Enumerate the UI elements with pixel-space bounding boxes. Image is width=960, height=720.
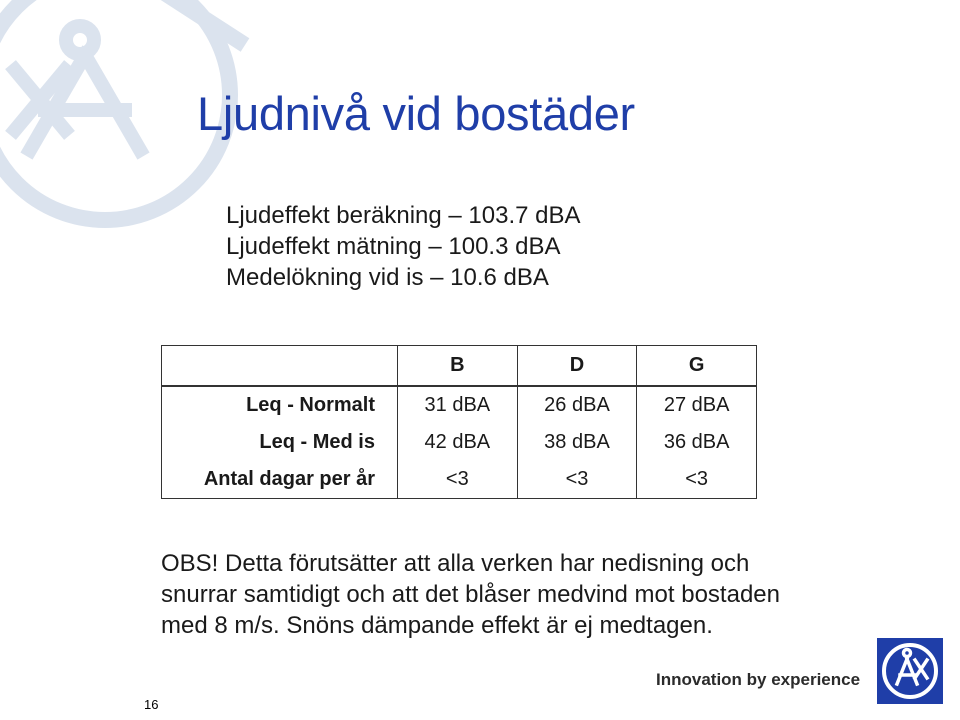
table-cell: <3 <box>637 461 757 499</box>
note-line: Ljudeffekt beräkning – 103.7 dBA <box>226 202 581 229</box>
calculation-notes <box>226 200 581 293</box>
table-cell: <3 <box>398 461 518 499</box>
sound-level-table <box>161 345 757 499</box>
table-cell: <3 <box>517 461 637 499</box>
slide-title: Ljudnivå vid bostäder <box>197 87 635 140</box>
table-cell: 42 dBA <box>398 424 518 461</box>
table-cell: 26 dBA <box>517 386 637 424</box>
table-header-row <box>162 346 757 387</box>
column-header: B <box>398 346 518 387</box>
table-row <box>162 461 757 499</box>
note-line: Ljudeffekt mätning – 100.3 dBA <box>226 233 561 260</box>
table-row <box>162 424 757 461</box>
table-row <box>162 386 757 424</box>
table-cell: 38 dBA <box>517 424 637 461</box>
row-label: Leq - Med is <box>162 424 398 461</box>
table-cell: 27 dBA <box>637 386 757 424</box>
row-label: Antal dagar per år <box>162 461 398 499</box>
table-corner-cell <box>162 346 398 387</box>
page-number: 16 <box>144 697 159 712</box>
row-label: Leq - Normalt <box>162 386 398 424</box>
note-line: Medelökning vid is – 10.6 dBA <box>226 264 549 291</box>
obs-note: OBS! Detta förutsätter att alla verken har nedisning och snurrar samtidigt och att det blåser medvind mot bostaden med 8 m/s. Snöns dämpande effekt är ej medtagen. <box>161 550 780 639</box>
company-tagline: Innovation by experience <box>656 670 861 689</box>
company-emblem-icon <box>877 638 943 704</box>
table-cell: 31 dBA <box>398 386 518 424</box>
column-header: D <box>517 346 637 387</box>
column-header: G <box>637 346 757 387</box>
table-cell: 36 dBA <box>637 424 757 461</box>
